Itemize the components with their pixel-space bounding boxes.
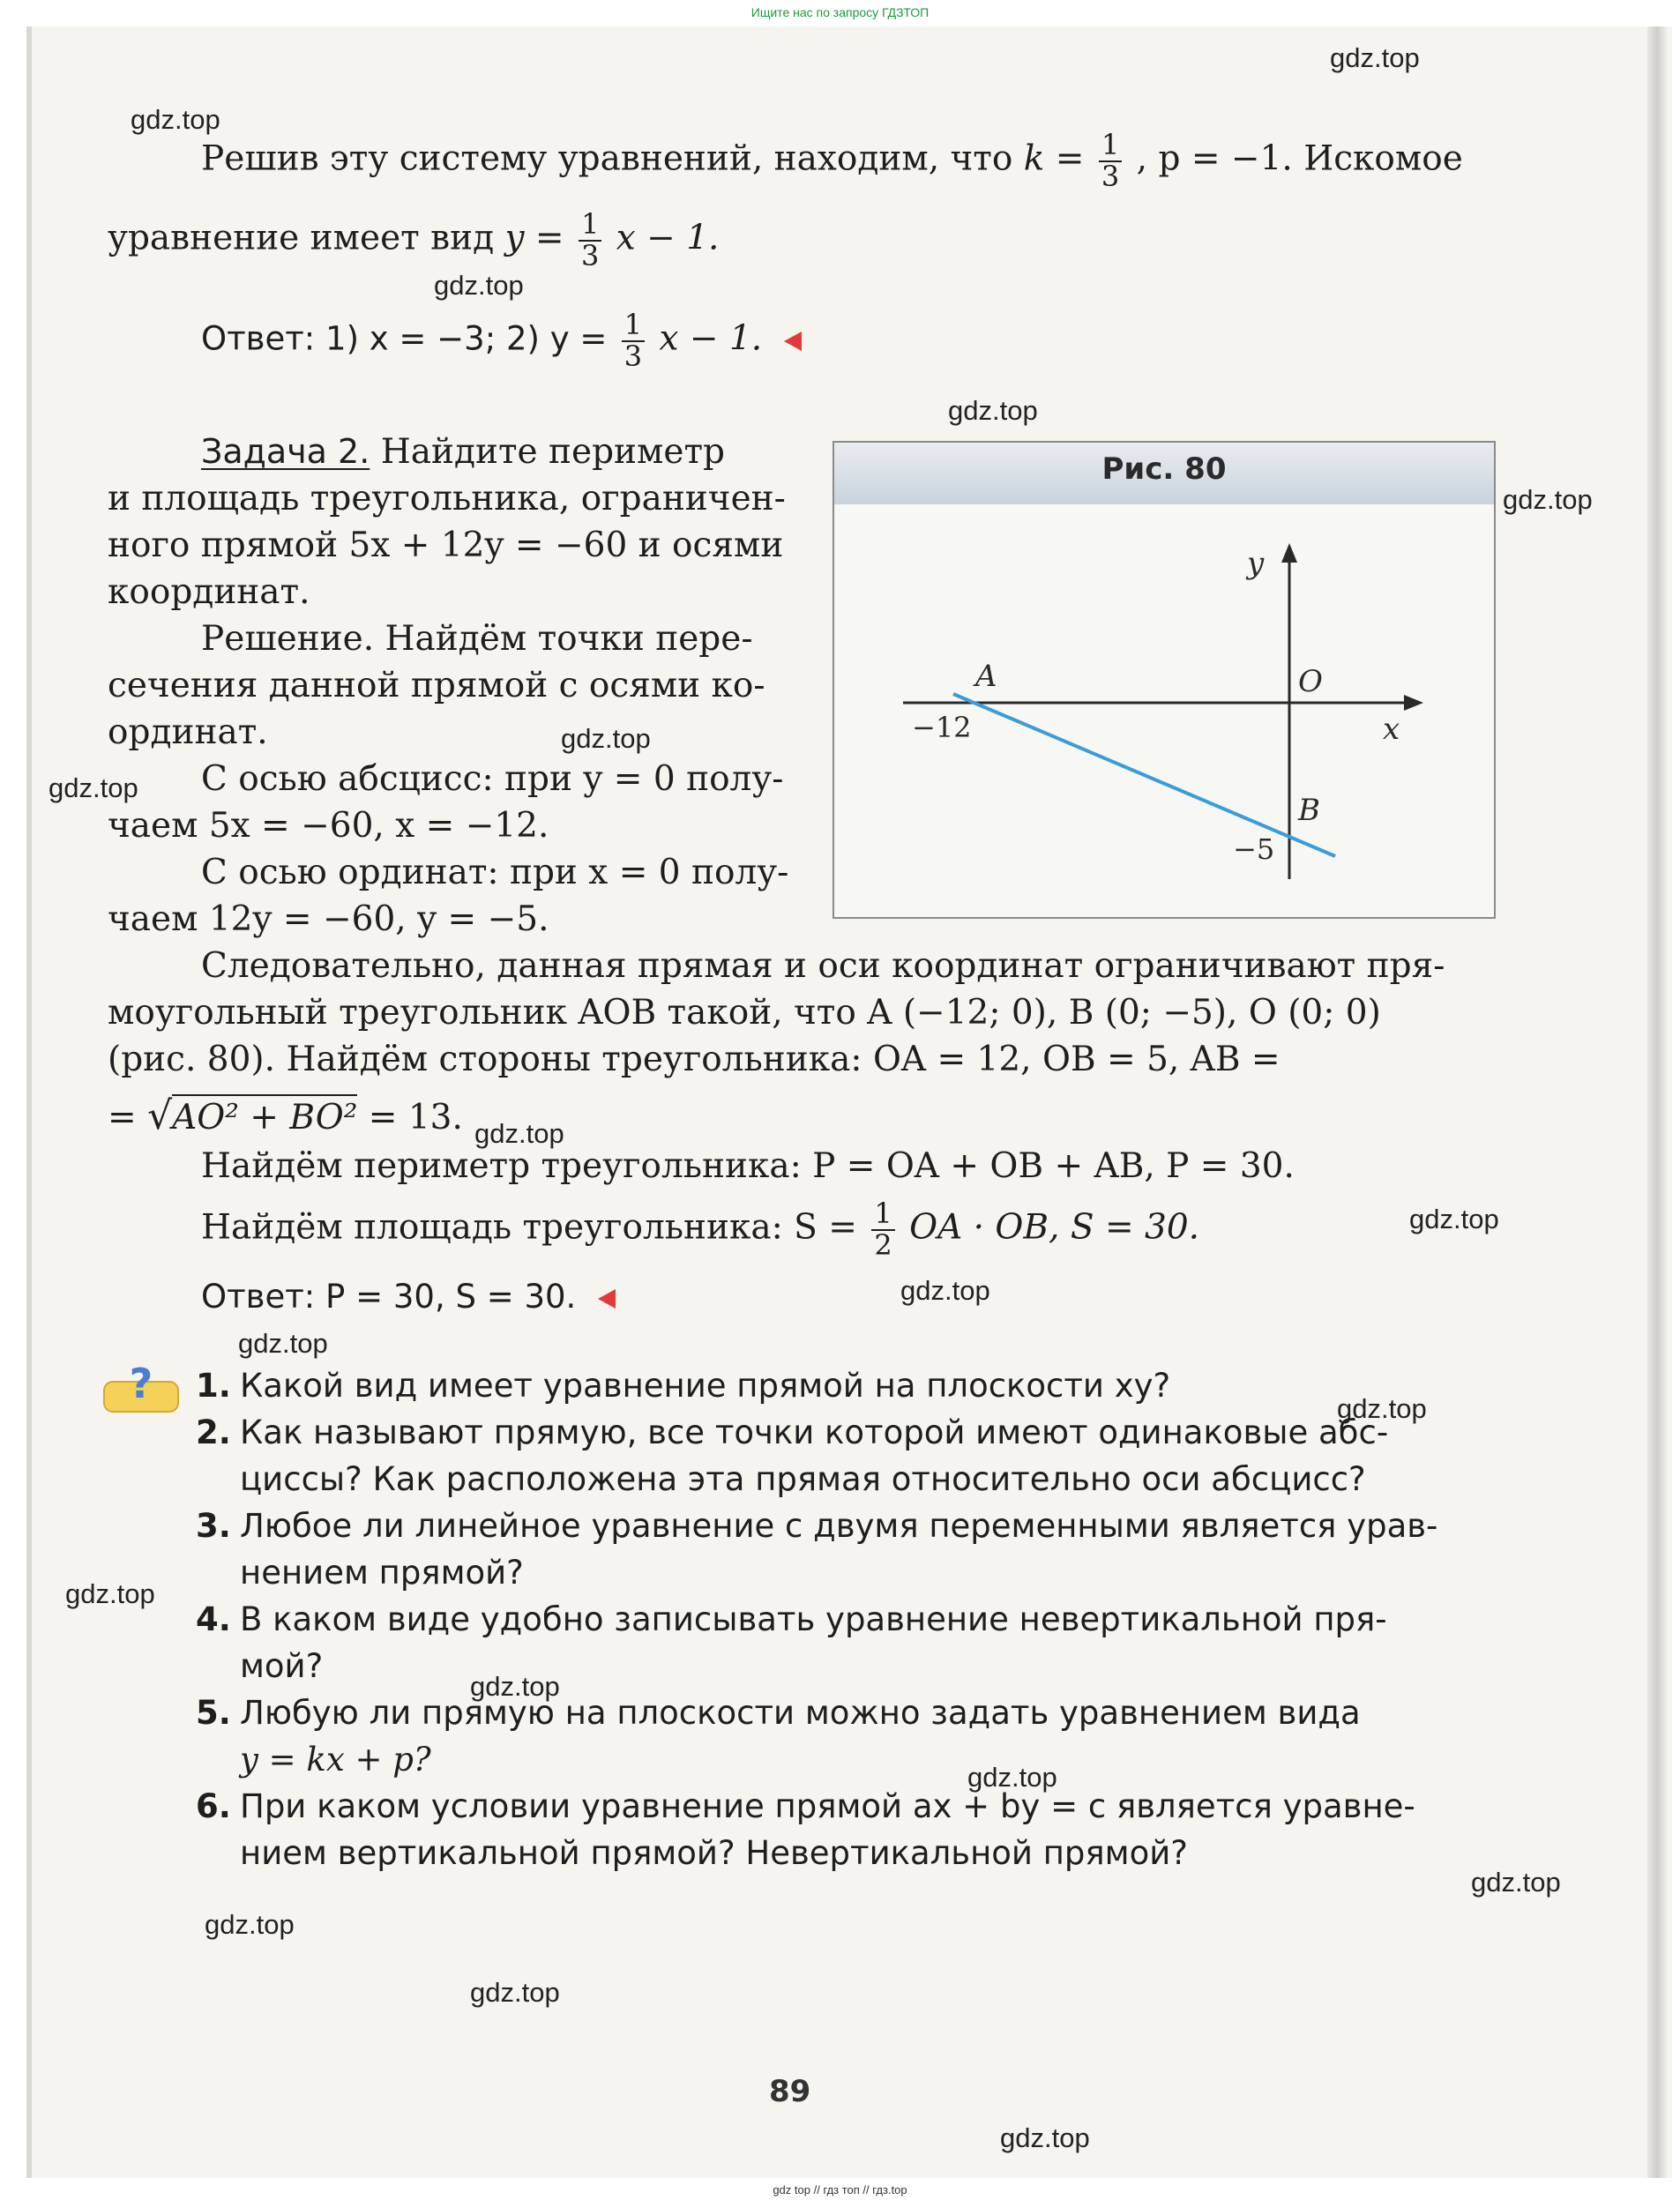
question-3-line-2: нением прямой? (240, 1554, 524, 1592)
origin-label: O (1298, 664, 1323, 699)
question-4-line-1: В каком виде удобно записывать уравнение невертикальной пря- (240, 1600, 1387, 1638)
conclusion-line-3: (рис. 80). Найдём стороны треугольника: OA = 12, OB = 5, AB = (108, 1040, 1281, 1079)
solution-line-2: сечения данной прямой с осями ко- (108, 666, 765, 705)
y-axis-arrow-icon (1281, 543, 1297, 563)
answer-fraction (622, 310, 645, 371)
question-1-line-1: Какой вид имеет уравнение прямой на плоскости xy? (240, 1367, 1171, 1405)
question-icon (101, 1362, 182, 1415)
question-2-line-1: Как называют прямую, все точки которой имеют одинаковые абс- (240, 1413, 1389, 1451)
k-denominator: 3 (1101, 159, 1120, 193)
watermark: gdz.top (205, 1909, 295, 1940)
question-2 (196, 1409, 1483, 1503)
watermark: gdz.top (1000, 2122, 1090, 2153)
area-line-prefix: Найдём площадь треугольника: S = (201, 1207, 857, 1248)
watermark: gdz.top (967, 1762, 1057, 1793)
question-6 (196, 1783, 1483, 1876)
k-lhs: k = (1023, 138, 1085, 179)
task2-line-4: координат. (108, 572, 310, 612)
conclusion-line-2: моугольный треугольник AOB такой, что A (−12; 0), B (0; −5), O (0; 0) (108, 993, 1381, 1033)
watermark: gdz.top (1471, 1867, 1561, 1898)
watermark: gdz.top (470, 1671, 560, 1702)
perimeter-line: Найдём периметр треугольника: P = OA + OB + AB, P = 30. (201, 1146, 1295, 1186)
task2-answer-text: Ответ: P = 30, S = 30. (201, 1278, 577, 1316)
coordinate-plot (834, 443, 1494, 917)
equation-suffix: x − 1. (616, 218, 720, 258)
question-5-line-1: Любую ли прямую на плоскости можно задать уравнением вида (240, 1694, 1361, 1732)
svg-text:?: ? (129, 1362, 153, 1407)
watermark: gdz.top (131, 104, 220, 135)
watermark: gdz.top (900, 1275, 990, 1306)
solution-line-6: С осью ординат: при x = 0 полу- (201, 853, 789, 892)
area-line (201, 1199, 1199, 1260)
bottom-note: gdz top // гдз топ // гдз.top (773, 2183, 907, 2196)
task2-line-2: и площадь треугольника, ограничен- (108, 479, 786, 518)
figure-title: Рис. 80 (1101, 451, 1227, 487)
point-a-label: A (975, 659, 997, 694)
point-b-label: B (1298, 793, 1320, 828)
figure-80 (833, 441, 1496, 919)
solution-line-4: С осью абсцисс: при y = 0 полу- (201, 759, 784, 799)
question-5-number: 5. (196, 1694, 231, 1732)
p-part: , p = −1. Искомое (1136, 138, 1463, 179)
intro-answer (201, 310, 802, 371)
sqrt-symbol-icon: √ (147, 1093, 173, 1138)
y-axis-label: y (1247, 546, 1265, 581)
k-numerator: 1 (1099, 131, 1122, 162)
question-4-line-2: мой? (240, 1647, 324, 1685)
area-line-suffix: OA · OB, S = 30. (909, 1207, 1200, 1248)
answer-numerator: 1 (622, 310, 645, 342)
top-search-note: Ищите нас по запросу ГДЗТОП (750, 5, 930, 19)
question-5 (196, 1689, 1483, 1783)
equation-denominator: 3 (581, 238, 600, 272)
area-denominator: 2 (874, 1227, 892, 1262)
question-3 (196, 1503, 1483, 1596)
page-edge (1647, 26, 1667, 2178)
a-value-label: −12 (912, 711, 972, 744)
solution-line-5: чаем 5x = −60, x = −12. (108, 806, 549, 846)
watermark: gdz.top (470, 1977, 560, 2008)
x-axis-label: x (1383, 712, 1400, 747)
intro-line-2 (108, 207, 720, 272)
question-6-line-2: нием вертикальной прямой? Невертикальной прямой? (240, 1834, 1188, 1872)
b-value-label: −5 (1233, 832, 1275, 866)
task2-line-3: ного прямой 5x + 12y = −60 и осями (108, 526, 784, 565)
k-fraction (1099, 128, 1122, 193)
question-4-number: 4. (196, 1600, 231, 1638)
watermark: gdz.top (1337, 1393, 1427, 1424)
intro-line-1-text: Решив эту систему уравнений, находим, что (201, 138, 1013, 179)
y-lhs: y = (504, 218, 564, 258)
area-fraction (871, 1199, 894, 1260)
watermark: gdz.top (1409, 1204, 1499, 1234)
question-1-number: 1. (196, 1367, 231, 1405)
end-marker-icon (784, 332, 802, 351)
answer-suffix: x − 1. (659, 318, 763, 359)
intro-answer-text: Ответ: 1) x = −3; 2) y = (201, 319, 608, 358)
task2-line-1-text: Найдите периметр (380, 432, 725, 472)
sqrt-line-prefix: = (108, 1098, 137, 1137)
watermark: gdz.top (1330, 42, 1420, 73)
end-marker-icon (598, 1289, 616, 1309)
task2-title: Задача 2. (201, 432, 370, 471)
answer-denominator: 3 (623, 339, 643, 373)
equation-fraction (579, 207, 601, 272)
question-2-line-2: циссы? Как расположена эта прямая относительно оси абсцисс? (240, 1460, 1366, 1498)
question-1 (196, 1362, 1483, 1409)
area-numerator: 1 (871, 1199, 894, 1231)
solution-line-7: чаем 12y = −60, y = −5. (108, 899, 549, 939)
task2-line-1 (201, 432, 725, 472)
watermark: gdz.top (1503, 484, 1593, 515)
sqrt-line (108, 1093, 463, 1138)
question-5-line-2: y = kx + p? (240, 1741, 431, 1779)
sqrt-line-suffix: = 13. (368, 1098, 463, 1137)
equation-numerator: 1 (579, 210, 601, 242)
intro-line-1 (201, 128, 1463, 193)
question-6-line-1: При каком условии уравнение прямой ax + by = c является уравне- (240, 1787, 1415, 1825)
question-2-number: 2. (196, 1413, 231, 1451)
line-5x-12y (953, 694, 1335, 856)
watermark: gdz.top (948, 395, 1038, 426)
question-3-number: 3. (196, 1507, 231, 1545)
watermark: gdz.top (65, 1578, 155, 1609)
sqrt-expression: AO² + BO² (172, 1094, 357, 1137)
solution-line-1: Решение. Найдём точки пере- (201, 619, 753, 659)
conclusion-line-1: Следовательно, данная прямая и оси координат ограничивают пря- (201, 946, 1445, 986)
question-4 (196, 1596, 1483, 1689)
x-axis-arrow-icon (1404, 695, 1423, 711)
watermark: gdz.top (561, 723, 651, 754)
watermark: gdz.top (238, 1328, 328, 1359)
page-number: 89 (769, 2074, 811, 2109)
question-3-line-1: Любое ли линейное уравнение с двумя переменными является урав- (240, 1507, 1438, 1545)
solution-line-3: ординат. (108, 712, 268, 752)
watermark: gdz.top (434, 270, 524, 301)
question-6-number: 6. (196, 1787, 231, 1825)
watermark: gdz.top (49, 772, 138, 803)
watermark: gdz.top (474, 1118, 564, 1149)
task2-answer (201, 1277, 616, 1316)
intro-line-2-text: уравнение имеет вид (108, 218, 495, 258)
